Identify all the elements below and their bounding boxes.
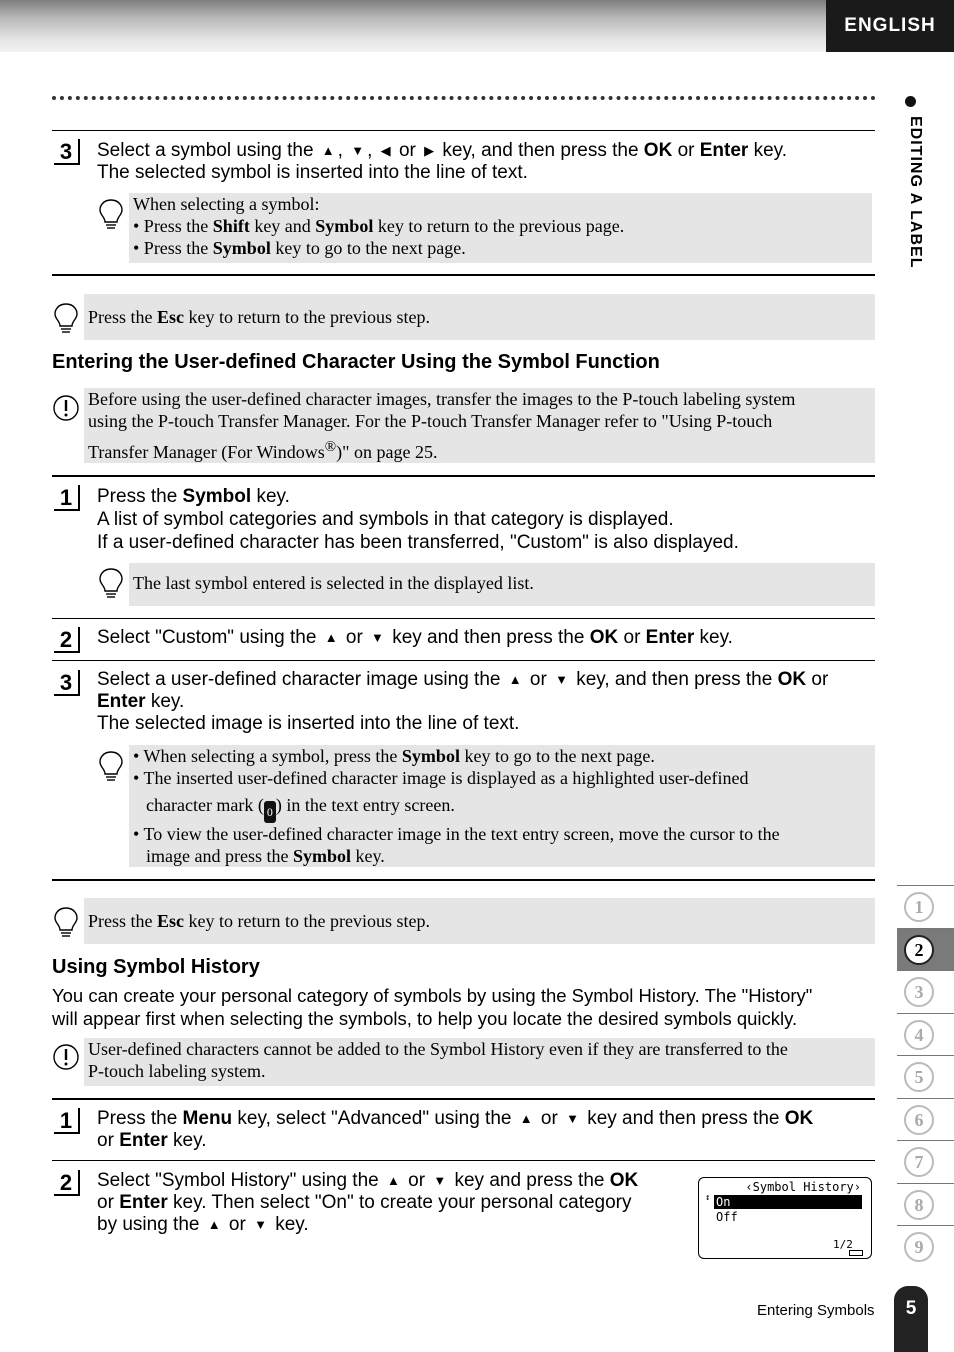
hint-box: • When selecting a symbol, press the Symbol key to go to the next page. • The inserted user-defined character image is displayed as a highlighted user-defined character mark ( 0 ) in the text entry screen. • To view the user-defined character image in the text entry screen, move the cursor to the image and press the Symbol key.	[129, 745, 875, 867]
step-number: 2	[54, 627, 80, 653]
caution-note-box: User-defined characters cannot be added to the Symbol History even if they are transferred to the P-touch labeling system.	[84, 1038, 875, 1086]
step-text: Press the Symbol key. A list of symbol categories and symbols in that category is displayed. If a user-defined character has been transferred, "Custom" is also displayed.	[97, 486, 739, 553]
chapter-number-icon: 9	[904, 1232, 934, 1262]
hint-box: When selecting a symbol: • Press the Shift key and Symbol key to return to the previous page. • Press the Symbol key to go to the next page.	[129, 193, 872, 263]
lcd-scroll-icon: ↕	[705, 1193, 711, 1203]
hint-bulb-icon	[52, 302, 80, 336]
up-arrow-icon: ▲	[508, 672, 522, 687]
up-arrow-icon: ▲	[324, 630, 338, 645]
chapter-number-icon: 6	[904, 1105, 934, 1135]
down-arrow-icon: ▼	[555, 672, 568, 687]
step-text: Select a symbol using the ▲ , ▼ , ◀ or ▶ key, and then press the OK or Enter key. The selected symbol is inserted into the line of text.	[97, 140, 788, 183]
down-arrow-icon: ▼	[566, 1111, 579, 1126]
step-divider	[52, 1160, 875, 1161]
page-number: 5	[894, 1286, 928, 1352]
step-number: 1	[54, 485, 80, 511]
chapter-tab-9[interactable]	[897, 1225, 954, 1267]
chapter-number-icon: 3	[904, 977, 934, 1007]
chapter-tab-4[interactable]	[897, 1013, 954, 1055]
up-arrow-icon: ▲	[207, 1217, 221, 1232]
footer-section-label: Entering Symbols	[757, 1302, 875, 1319]
step-number: 3	[54, 139, 80, 165]
down-arrow-icon: ▼	[371, 630, 384, 645]
step-divider	[52, 618, 875, 619]
section-divider	[52, 475, 875, 477]
header-bar	[0, 0, 826, 52]
chapter-number-icon: 2	[904, 935, 934, 965]
hint-bulb-icon	[97, 198, 125, 232]
chapter-tab-8[interactable]	[897, 1183, 954, 1225]
up-arrow-icon: ▲	[519, 1111, 533, 1126]
section-divider	[52, 1098, 875, 1100]
step-text: Select "Custom" using the ▲ or ▼ key and then press the OK or Enter key.	[97, 627, 733, 648]
up-arrow-icon: ▲	[387, 1173, 400, 1188]
section-heading: Entering the User-defined Character Using the Symbol Function	[52, 351, 660, 373]
chapter-number-icon: 1	[904, 892, 934, 922]
section-divider	[52, 274, 875, 276]
step-text: Press the Menu key, select "Advanced" using the ▲ or ▼ key and then press the OK or Enter key.	[97, 1108, 814, 1151]
caution-icon	[52, 392, 80, 426]
chapter-tab-1[interactable]	[897, 885, 954, 927]
step-text: Select "Symbol History" using the ▲ or ▼ key and press the OK or Enter key. Then select "On" to create your personal category by using the ▲ or ▼ key.	[97, 1170, 639, 1235]
lcd-option: Off	[716, 1210, 738, 1224]
caution-note-box: Before using the user-defined character images, transfer the images to the P-touch labeling system using the P-touch Transfer Manager. For the P-touch Transfer Manager refer to "Using P-touch Transfer Manager (For Windows®)" on page 25.	[84, 388, 875, 463]
section-side-title: EDITING A LABEL	[907, 116, 924, 269]
lcd-screen	[698, 1177, 872, 1259]
lcd-option-selected: On	[714, 1195, 862, 1209]
step-number: 2	[54, 1170, 80, 1196]
step-divider	[52, 660, 875, 661]
section-intro: You can create your personal category of symbols by using the Symbol History. The "History" will appear first when selecting the symbols, to help you locate the desired symbols quickly.	[52, 985, 813, 1029]
step-text: Select a user-defined character image using the ▲ or ▼ key, and then press the OK or Enter key. The selected image is inserted into the line of text.	[97, 669, 829, 734]
hint-bulb-icon	[97, 750, 125, 784]
right-arrow-icon: ▶	[424, 143, 435, 158]
caution-icon	[52, 1041, 80, 1075]
esc-hint-box: Press the Esc key to return to the previous step.	[84, 294, 875, 340]
step-number: 1	[54, 1108, 80, 1134]
chapter-tab-5[interactable]	[897, 1055, 954, 1097]
hint-bulb-icon	[52, 906, 80, 940]
chapter-tab-3[interactable]	[897, 970, 954, 1012]
up-arrow-icon: ▲	[321, 143, 335, 158]
section-divider	[52, 879, 875, 881]
hint-bulb-icon	[97, 567, 125, 601]
down-arrow-icon: ▼	[254, 1217, 267, 1232]
down-arrow-icon: ▼	[351, 143, 365, 158]
hint-box: The last symbol entered is selected in the displayed list.	[129, 563, 875, 606]
chapter-number-icon: 4	[904, 1020, 934, 1050]
lcd-caps-icon	[849, 1250, 863, 1256]
chapter-number-icon: 8	[904, 1190, 934, 1220]
down-arrow-icon: ▼	[433, 1173, 447, 1188]
chapter-number-icon: 5	[904, 1062, 934, 1092]
bullet-icon	[905, 96, 916, 107]
step-divider	[52, 130, 875, 131]
chapter-number-icon: 7	[904, 1147, 934, 1177]
user-defined-character-mark-icon: 0	[264, 801, 276, 823]
lcd-title: ‹Symbol History›	[745, 1180, 861, 1194]
lcd-page-indicator: 1/2	[833, 1238, 853, 1251]
dotted-divider	[52, 96, 876, 100]
chapter-tab-6[interactable]	[897, 1098, 954, 1140]
section-heading: Using Symbol History	[52, 956, 260, 978]
chapter-tab-7[interactable]	[897, 1140, 954, 1182]
left-arrow-icon: ◀	[380, 143, 391, 158]
language-label: ENGLISH	[826, 0, 954, 52]
esc-hint-box: Press the Esc key to return to the previous step.	[84, 898, 875, 944]
chapter-tab-2[interactable]	[897, 928, 954, 970]
step-number: 3	[54, 670, 80, 696]
